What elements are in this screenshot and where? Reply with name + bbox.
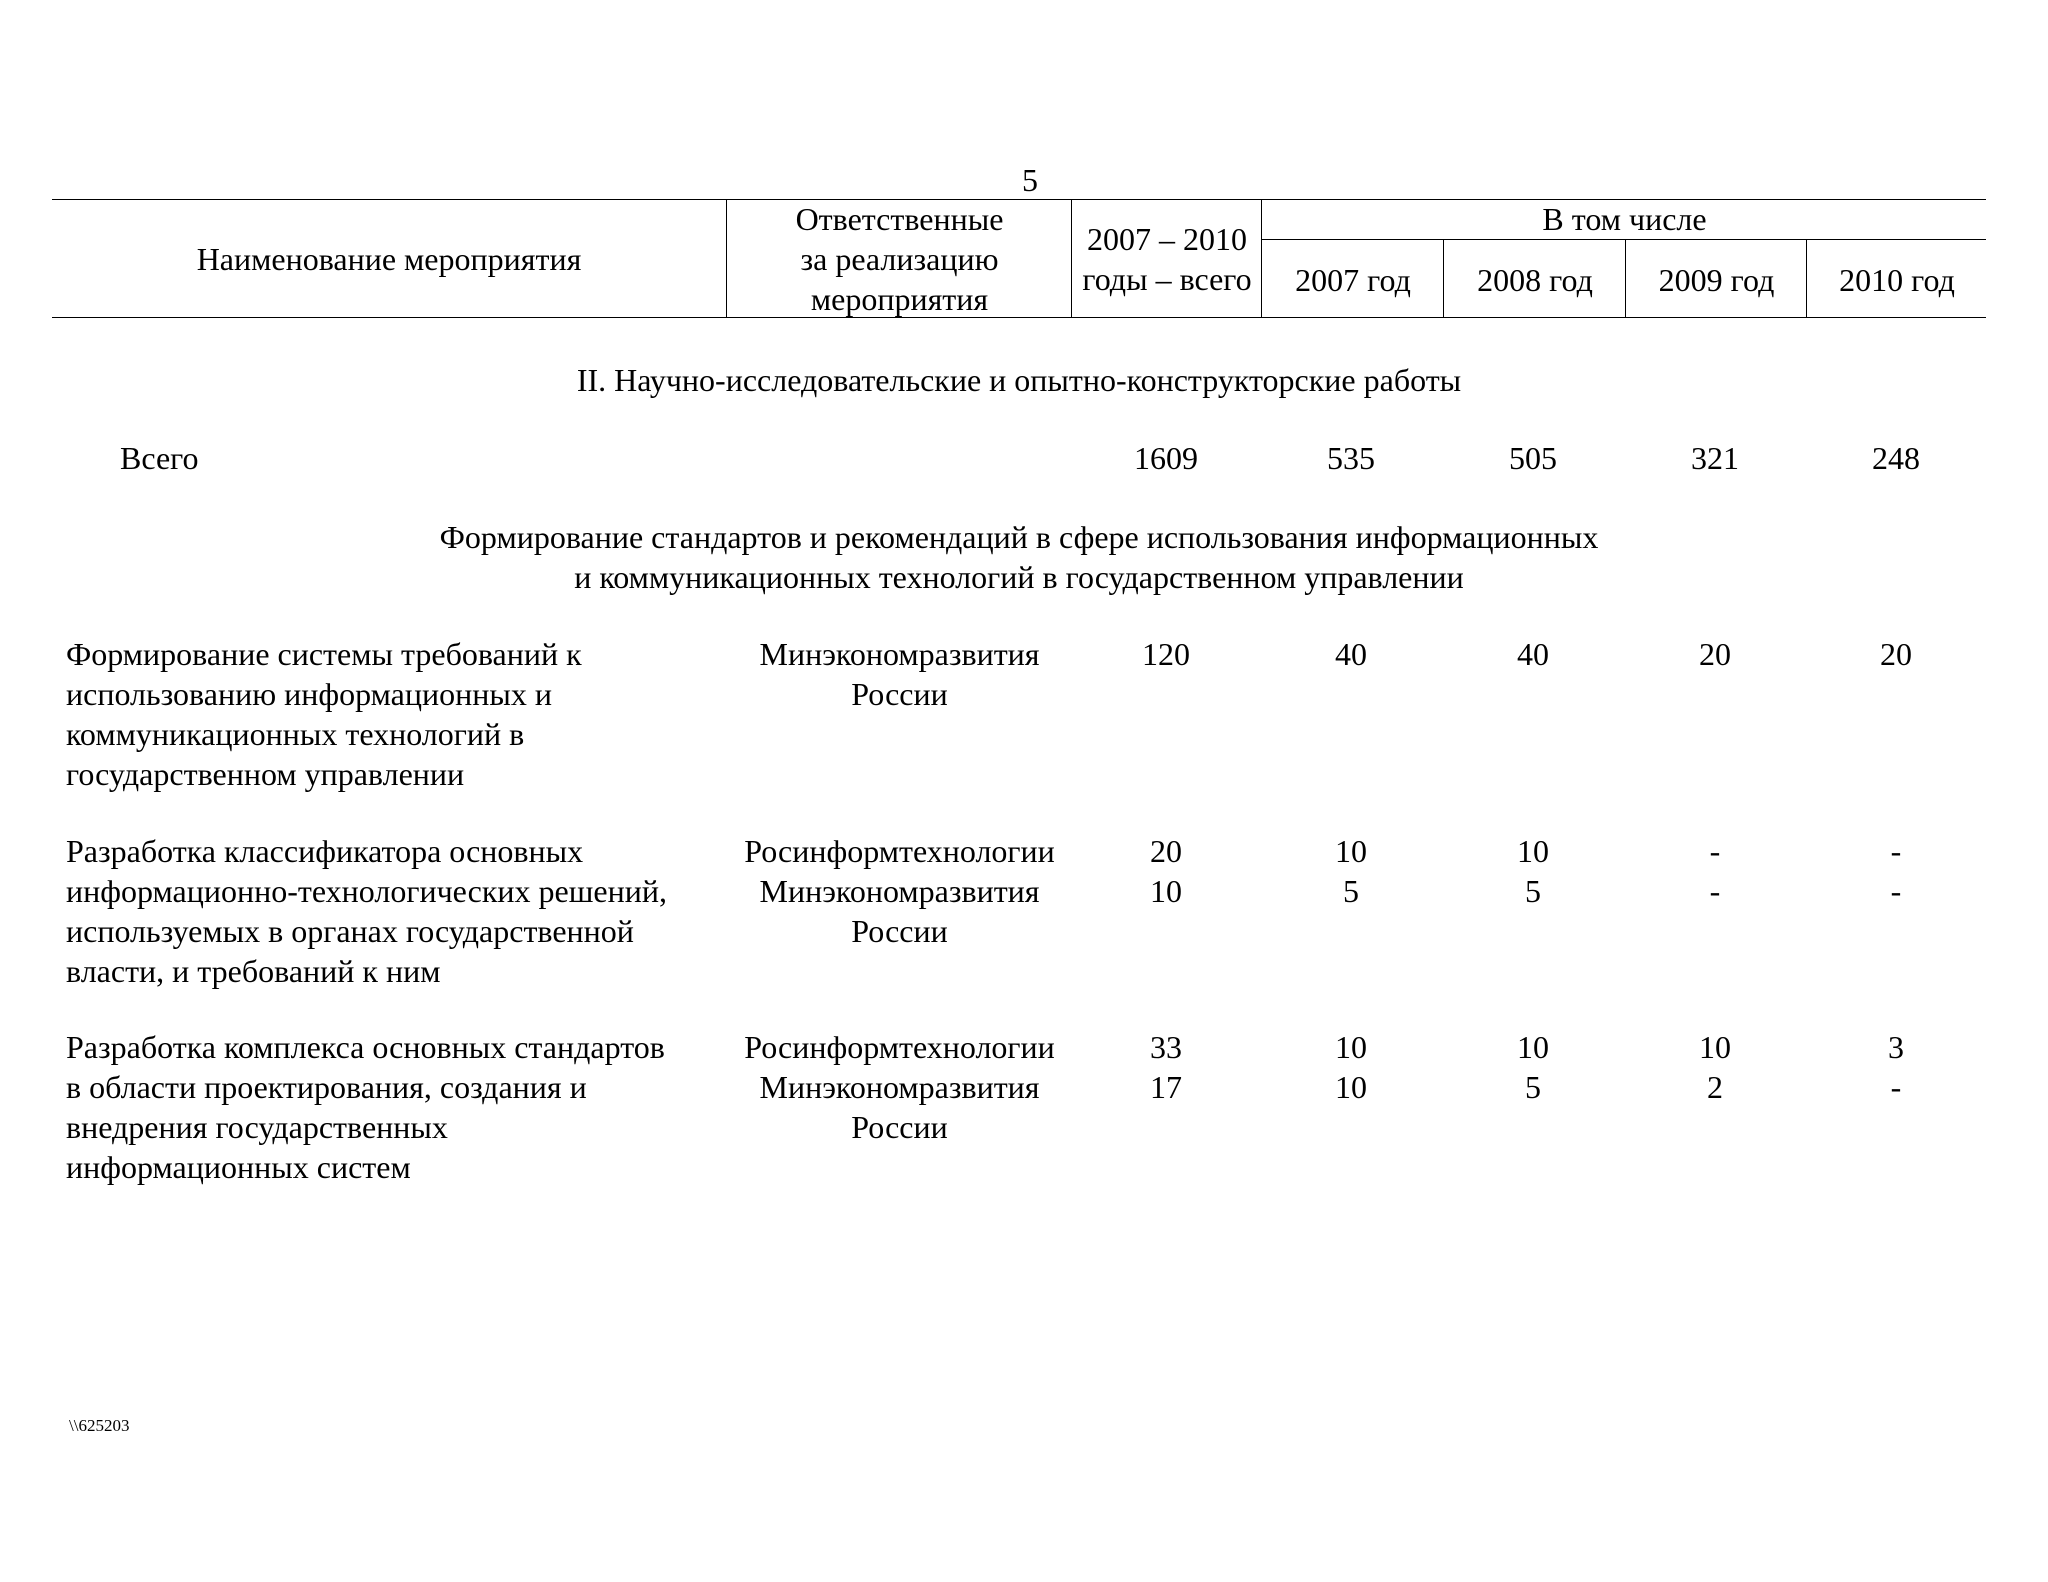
total-label: Всего: [120, 440, 199, 476]
row-value: 40: [1335, 636, 1367, 672]
row-name-line: Разработка классификатора основных: [66, 833, 584, 869]
row-name-line: информационных систем: [66, 1149, 411, 1185]
table-row-1-2009: [1655, 634, 1775, 674]
header-year-2009: 2009 год: [1658, 262, 1775, 298]
col-divider-3: [1261, 199, 1262, 317]
table-row-2-2010: [1836, 831, 1956, 911]
row-name-line: власти, и требований к ним: [66, 953, 441, 989]
row-resp-line: Росинформтехнологии: [744, 1029, 1055, 1065]
section-title: II. Научно-исследовательские и опытно-конструкторские работы: [576, 362, 1462, 398]
header-resp-line: за реализацию: [800, 241, 999, 277]
row-name-line: государственном управлении: [66, 756, 465, 792]
row-value: 3: [1888, 1029, 1904, 1065]
total-2010: 248: [1872, 440, 1920, 476]
header-resp-line: Ответственные: [795, 201, 1004, 237]
row-name-line: Разработка комплекса основных стандартов: [66, 1029, 665, 1065]
row-name-line: коммуникационных технологий в: [66, 716, 525, 752]
table-row-3-2007: [1291, 1027, 1411, 1107]
total-2007: 535: [1327, 440, 1375, 476]
row-name-line: информационно-технологических решений,: [66, 873, 667, 909]
table-row-1-2007: [1291, 634, 1411, 674]
row-name-line: в области проектирования, создания и: [66, 1069, 587, 1105]
row-name-line: внедрения государственных: [66, 1109, 448, 1145]
header-year-2008: 2008 год: [1477, 262, 1593, 298]
row-resp-line: Минэкономразвития: [759, 873, 1040, 909]
col-divider-4: [1443, 239, 1444, 317]
incl-subheader-border: [1261, 239, 1986, 240]
table-row-1-total: [1106, 634, 1226, 674]
table-row-1-2010: [1836, 634, 1956, 674]
subsection-title-line: и коммуникационных технологий в государственном управлении: [574, 559, 1464, 595]
table-row-2-name: [66, 831, 667, 991]
table-row-1-resp: [728, 634, 1071, 714]
table-row-3-2008: [1473, 1027, 1593, 1107]
table-row-3-2009: [1655, 1027, 1775, 1107]
row-value: 40: [1517, 636, 1549, 672]
row-value: -: [1709, 833, 1721, 869]
col-divider-1: [726, 199, 727, 317]
row-value: 10: [1335, 1069, 1367, 1105]
table-row-1-name: [66, 634, 582, 794]
subsection-title: [52, 517, 1986, 597]
row-resp-line: России: [851, 1109, 948, 1145]
row-value: 20: [1699, 636, 1731, 672]
table-row-3-resp: [728, 1027, 1071, 1147]
table-row-3-2010: [1836, 1027, 1956, 1107]
table-row-1-2008: [1473, 634, 1593, 674]
row-value: 33: [1150, 1029, 1182, 1065]
row-name-line: Формирование системы требований к: [66, 636, 582, 672]
total-value: 1609: [1134, 440, 1198, 476]
row-value: 2: [1707, 1069, 1723, 1105]
row-resp-line: России: [851, 676, 948, 712]
table-row-3-total: [1106, 1027, 1226, 1107]
row-value: 17: [1150, 1069, 1182, 1105]
row-resp-line: Росинформтехнологии: [744, 833, 1055, 869]
row-value: 5: [1525, 1069, 1541, 1105]
row-value: 10: [1150, 873, 1182, 909]
header-name-col: Наименование мероприятия: [196, 241, 582, 277]
table-row-2-2009: [1655, 831, 1775, 911]
row-value: 10: [1517, 833, 1549, 869]
header-total-col: [1073, 219, 1261, 299]
row-value: -: [1890, 873, 1902, 909]
header-incl-col: В том числе: [1542, 201, 1707, 237]
row-value: 120: [1142, 636, 1190, 672]
row-name-line: используемых в органах государственной: [66, 913, 634, 949]
total-2009: 321: [1691, 440, 1739, 476]
header-total-line: годы – всего: [1082, 261, 1252, 297]
table-row-2-2008: [1473, 831, 1593, 911]
table-row-2-2007: [1291, 831, 1411, 911]
total-2008: 505: [1509, 440, 1557, 476]
row-resp-line: Минэкономразвития: [759, 636, 1040, 672]
header-total-line: 2007 – 2010: [1087, 221, 1247, 257]
page-number: 5: [1022, 162, 1038, 198]
col-divider-6: [1806, 239, 1807, 317]
row-resp-line: Минэкономразвития: [759, 1069, 1040, 1105]
header-year-2007: 2007 год: [1295, 262, 1411, 298]
table-row-3-name: [66, 1027, 665, 1187]
row-value: 10: [1517, 1029, 1549, 1065]
table-row-2-total: [1106, 831, 1226, 911]
col-divider-5: [1625, 239, 1626, 317]
row-value: -: [1890, 1069, 1902, 1105]
col-divider-2: [1071, 199, 1072, 317]
row-value: 20: [1880, 636, 1912, 672]
row-value: -: [1890, 833, 1902, 869]
table-row-2-resp: [728, 831, 1071, 951]
subsection-title-line: Формирование стандартов и рекомендаций в сфере использования информационных: [439, 519, 1599, 555]
footer-code: \\625203: [69, 1416, 130, 1435]
row-value: -: [1709, 873, 1721, 909]
row-value: 5: [1343, 873, 1359, 909]
header-year-2010: 2010 год: [1839, 262, 1955, 298]
row-resp-line: России: [851, 913, 948, 949]
row-value: 10: [1335, 833, 1367, 869]
row-name-line: использованию информационных и: [66, 676, 552, 712]
header-resp-col: [728, 199, 1071, 319]
row-value: 10: [1699, 1029, 1731, 1065]
row-value: 20: [1150, 833, 1182, 869]
row-value: 5: [1525, 873, 1541, 909]
header-resp-line: мероприятия: [810, 281, 989, 317]
row-value: 10: [1335, 1029, 1367, 1065]
